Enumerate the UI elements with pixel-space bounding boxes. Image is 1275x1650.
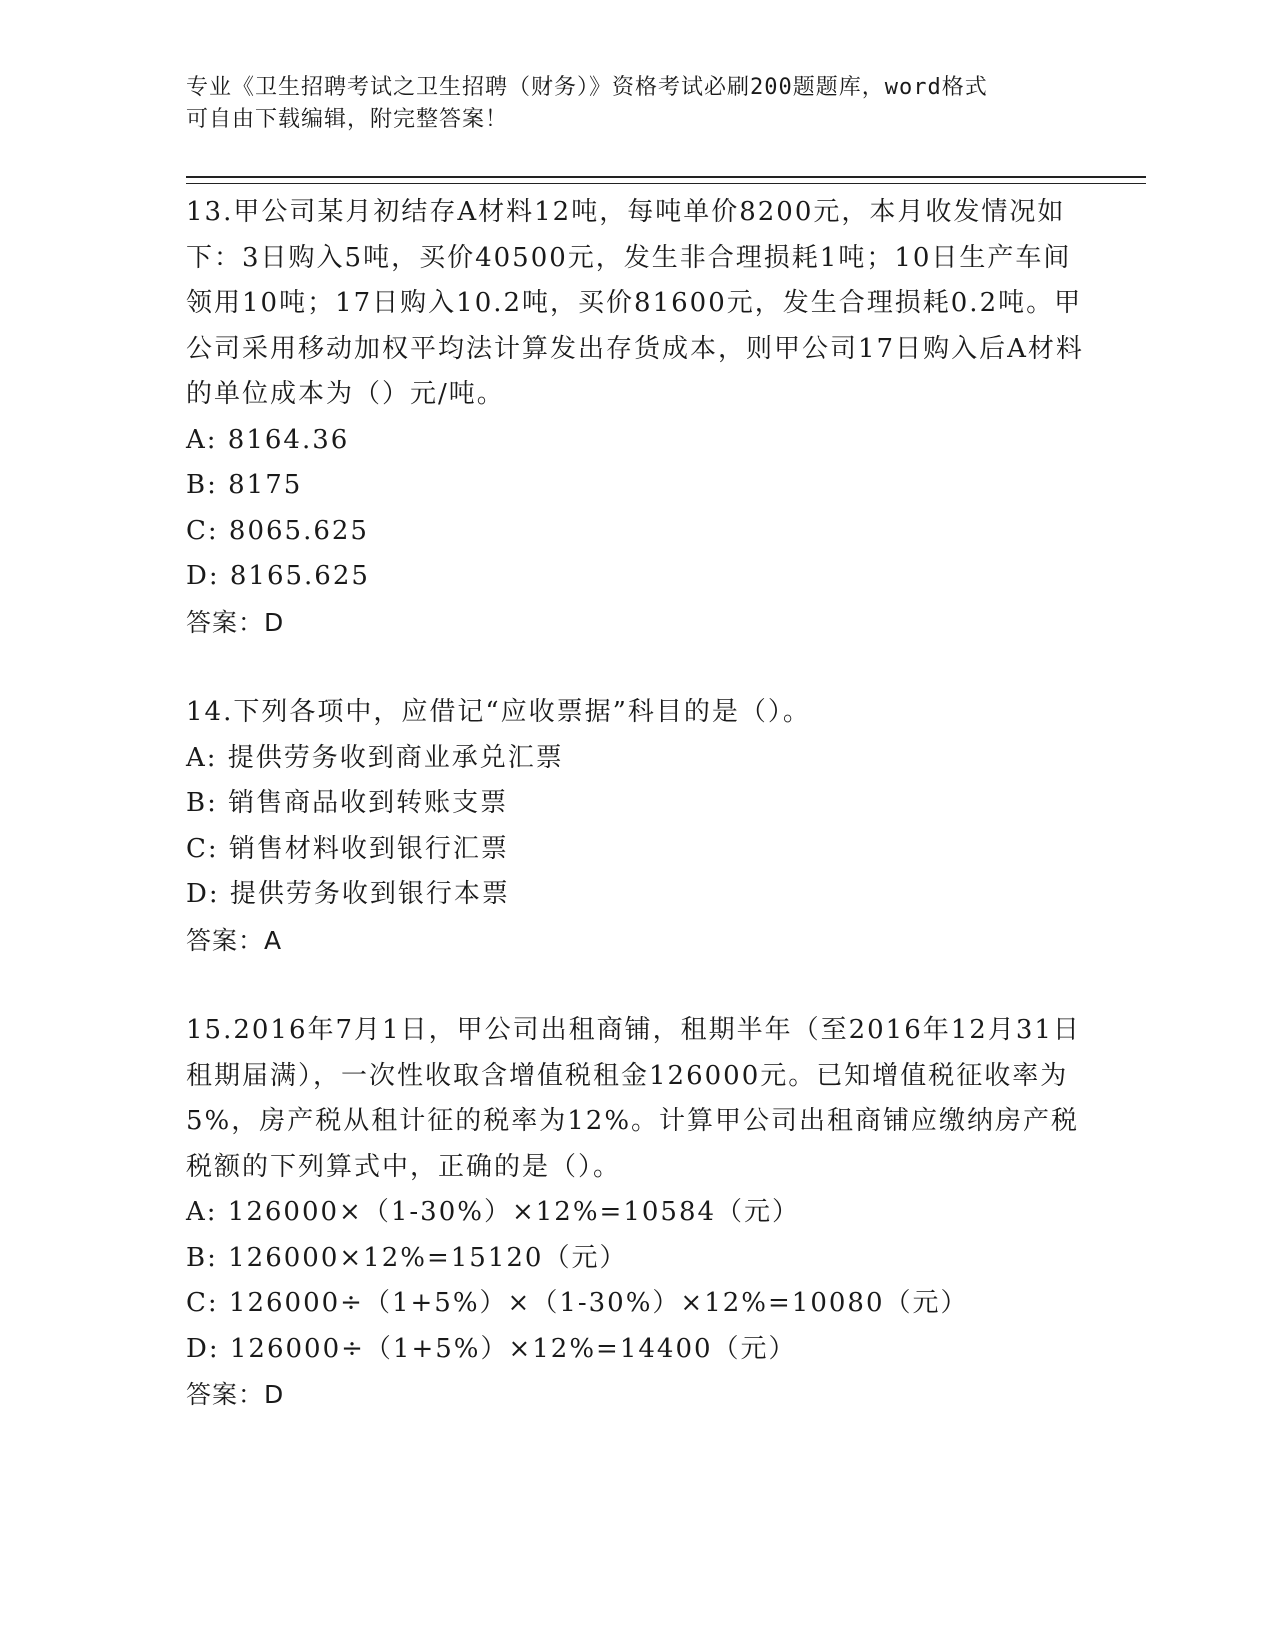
option-b: B: 126000×12%=15120（元）	[186, 1242, 628, 1273]
question-list	[186, 190, 1086, 1418]
question-spacer	[186, 645, 1086, 690]
question-stem: 14.下列各项中，应借记“应收票据”科目的是（）。	[186, 697, 811, 727]
header-divider-thick	[186, 176, 1146, 178]
header-line-1: 专业《卫生招聘考试之卫生招聘（财务）》资格考试必刷200题题库，word格式	[186, 75, 988, 100]
option-a: A: 126000×（1-30%）×12%=10584（元）	[186, 1197, 801, 1227]
option-d: D: 8165.625	[186, 561, 370, 591]
answer-line: 答案：D	[186, 607, 285, 637]
question-15	[186, 1008, 1086, 1418]
option-b: B: 8175	[186, 470, 303, 500]
question-stem: 13.甲公司某月初结存A材料12吨，每吨单价8200元，本月收发情况如下：3日购入5吨，买价40500元，发生非合理损耗1吨；10日生产车间领用10吨；17日购入10.2吨，买价81600元，发生合理损耗0.2吨。甲公司采用移动加权平均法计算发出存货成本，则甲公司17日购入后A材料的单位成本为（）元/吨。	[186, 197, 1084, 409]
question-stem: 15.2016年7月1日，甲公司出租商铺，租期半年（至2016年12月31日租期届满），一次性收取含增值税租金126000元。已知增值税征收率为5%，房产税从租计征的税率为12%。计算甲公司出租商铺应缴纳房产税税额的下列算式中，正确的是（）。	[186, 1015, 1081, 1182]
question-14	[186, 690, 1086, 963]
option-c: C: 126000÷（1+5%）×（1-30%）×12%=10080（元）	[186, 1288, 969, 1318]
option-a: A: 提供劳务收到商业承兑汇票	[186, 742, 564, 773]
option-d: D: 126000÷（1+5%）×12%=14400（元）	[186, 1333, 797, 1364]
question-13	[186, 190, 1086, 645]
document-header	[186, 72, 1086, 136]
question-spacer	[186, 963, 1086, 1008]
option-a: A: 8164.36	[186, 424, 350, 455]
option-c: C: 8065.625	[186, 515, 369, 546]
header-divider-thin	[186, 183, 1146, 184]
answer-line: 答案：A	[186, 925, 283, 955]
option-c: C: 销售材料收到银行汇票	[186, 833, 509, 864]
answer-line: 答案：D	[186, 1380, 285, 1409]
option-b: B: 销售商品收到转账支票	[186, 788, 509, 818]
option-d: D: 提供劳务收到银行本票	[186, 879, 510, 909]
header-line-2: 可自由下载编辑，附完整答案！	[186, 107, 509, 132]
